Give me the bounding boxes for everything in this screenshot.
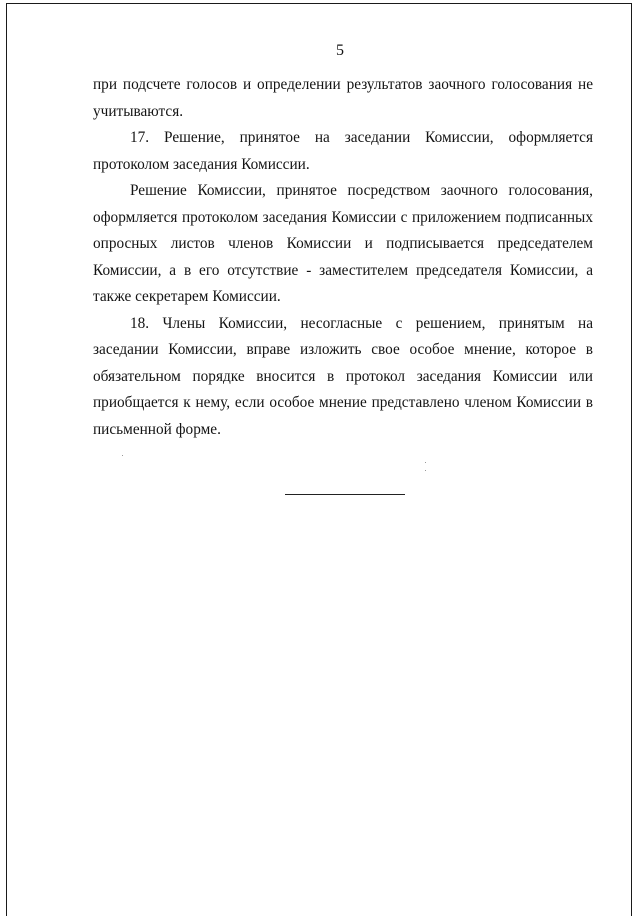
- paragraph-continuation: при подсчете голосов и определении результатов заочного голосования не учитываются.: [93, 76, 593, 120]
- end-separator-line: [285, 494, 405, 495]
- scan-speck: [425, 470, 426, 471]
- scan-speck: [122, 455, 123, 456]
- page-number: 5: [336, 42, 344, 59]
- paragraph-item-17-continued: Решение Комиссии, принятое посредством заочного голосования, оформляется протоколом заседания Комиссии с приложением подписанных опросных листов членов Комиссии и подписывается председателем Комиссии, а в его отсутствие - заместителем председателя Комиссии, а также секретарем Комиссии.: [93, 182, 593, 305]
- document-body: [93, 72, 593, 443]
- paragraph-item-18: 18. Члены Комиссии, несогласные с решением, принятым на заседании Комиссии, вправе изложить свое особое мнение, которое в обязательном порядке вносится в протокол заседания Комиссии или приобщается к нему, если особое мнение представлено членом Комиссии в письменной форме.: [93, 314, 593, 438]
- paragraph-item-17: 17. Решение, принятое на заседании Комиссии, оформляется протоколом заседания Комиссии.: [93, 129, 593, 173]
- scan-speck: [425, 462, 426, 463]
